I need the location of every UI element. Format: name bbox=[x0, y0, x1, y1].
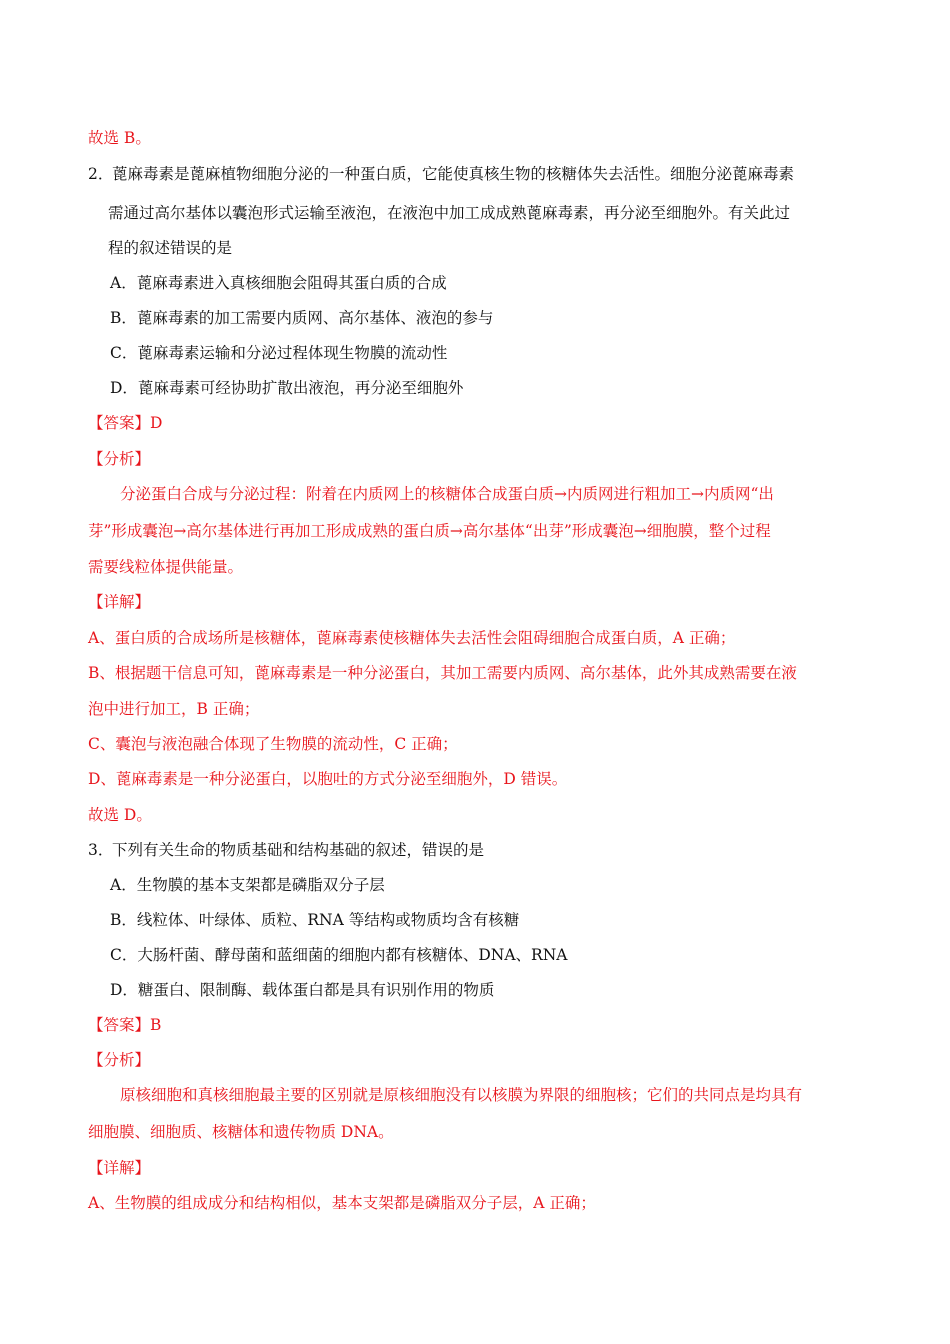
q3-detail-line-1: A、生物膜的组成成分和结构相似，基本支架都是磷脂双分子层，A 正确； bbox=[88, 1194, 596, 1212]
q2-option-c: C．蓖麻毒素运输和分泌过程体现生物膜的流动性 bbox=[110, 344, 448, 362]
q2-answer: 【答案】D bbox=[88, 414, 163, 432]
q2-detail-line-4: C、囊泡与液泡融合体现了生物膜的流动性，C 正确； bbox=[88, 735, 458, 753]
q3-option-c: C．大肠杆菌、酵母菌和蓝细菌的细胞内都有核糖体、DNA、RNA bbox=[110, 946, 568, 964]
q3-option-a: A．生物膜的基本支架都是磷脂双分子层 bbox=[110, 876, 385, 894]
q2-detail-label: 【详解】 bbox=[88, 593, 151, 611]
q2-analysis-line-3: 需要线粒体提供能量。 bbox=[88, 558, 244, 576]
q3-number: 3． bbox=[88, 841, 114, 859]
q2-detail-line-5: D、蓖麻毒素是一种分泌蛋白，以胞吐的方式分泌至细胞外，D 错误。 bbox=[88, 770, 568, 788]
q3-stem: 下列有关生命的物质基础和结构基础的叙述，错误的是 bbox=[112, 841, 485, 859]
prev-conclusion: 故选 B。 bbox=[88, 129, 151, 147]
q3-option-b: B．线粒体、叶绿体、质粒、RNA 等结构或物质均含有核糖 bbox=[110, 911, 520, 929]
q3-option-d: D．糖蛋白、限制酶、载体蛋白都是具有识别作用的物质 bbox=[110, 981, 495, 999]
q3-analysis-line-2: 细胞膜、细胞质、核糖体和遗传物质 DNA。 bbox=[88, 1123, 394, 1141]
q2-conclusion: 故选 D。 bbox=[88, 806, 152, 824]
q2-detail-line-2: B、根据题干信息可知，蓖麻毒素是一种分泌蛋白，其加工需要内质网、高尔基体，此外其成熟需要在液 bbox=[88, 664, 797, 682]
q2-option-a: A．蓖麻毒素进入真核细胞会阻碍其蛋白质的合成 bbox=[110, 274, 447, 292]
q3-detail-label: 【详解】 bbox=[88, 1159, 151, 1177]
q3-answer: 【答案】B bbox=[88, 1016, 162, 1034]
q2-detail-line-3: 泡中进行加工，B 正确； bbox=[88, 700, 260, 718]
q2-number: 2． bbox=[88, 165, 114, 183]
q2-stem-line-3: 程的叙述错误的是 bbox=[108, 239, 233, 257]
q2-analysis-line-1: 分泌蛋白合成与分泌过程：附着在内质网上的核糖体合成蛋白质→内质网进行粗加工→内质网“出 bbox=[120, 485, 774, 503]
q3-analysis-line-1: 原核细胞和真核细胞最主要的区别就是原核细胞没有以核膜为界限的细胞核；它们的共同点是均具有 bbox=[120, 1086, 803, 1104]
q3-analysis-label: 【分析】 bbox=[88, 1051, 151, 1069]
q2-stem-line-1: 蓖麻毒素是蓖麻植物细胞分泌的一种蛋白质，它能使真核生物的核糖体失去活性。细胞分泌蓖麻毒素 bbox=[112, 165, 795, 183]
q2-option-d: D．蓖麻毒素可经协助扩散出液泡，再分泌至细胞外 bbox=[110, 379, 464, 397]
q2-option-b: B．蓖麻毒素的加工需要内质网、高尔基体、液泡的参与 bbox=[110, 309, 494, 327]
q2-analysis-label: 【分析】 bbox=[88, 450, 151, 468]
q2-stem-line-2: 需通过高尔基体以囊泡形式运输至液泡，在液泡中加工成成熟蓖麻毒素，再分泌至细胞外。有关此过 bbox=[108, 204, 791, 222]
q2-analysis-line-2: 芽”形成囊泡→高尔基体进行再加工形成成熟的蛋白质→高尔基体“出芽”形成囊泡→细胞膜，整个过程 bbox=[88, 522, 771, 540]
q2-detail-line-1: A、蛋白质的合成场所是核糖体，蓖麻毒素使核糖体失去活性会阻碍细胞合成蛋白质，A 正确； bbox=[88, 629, 736, 647]
